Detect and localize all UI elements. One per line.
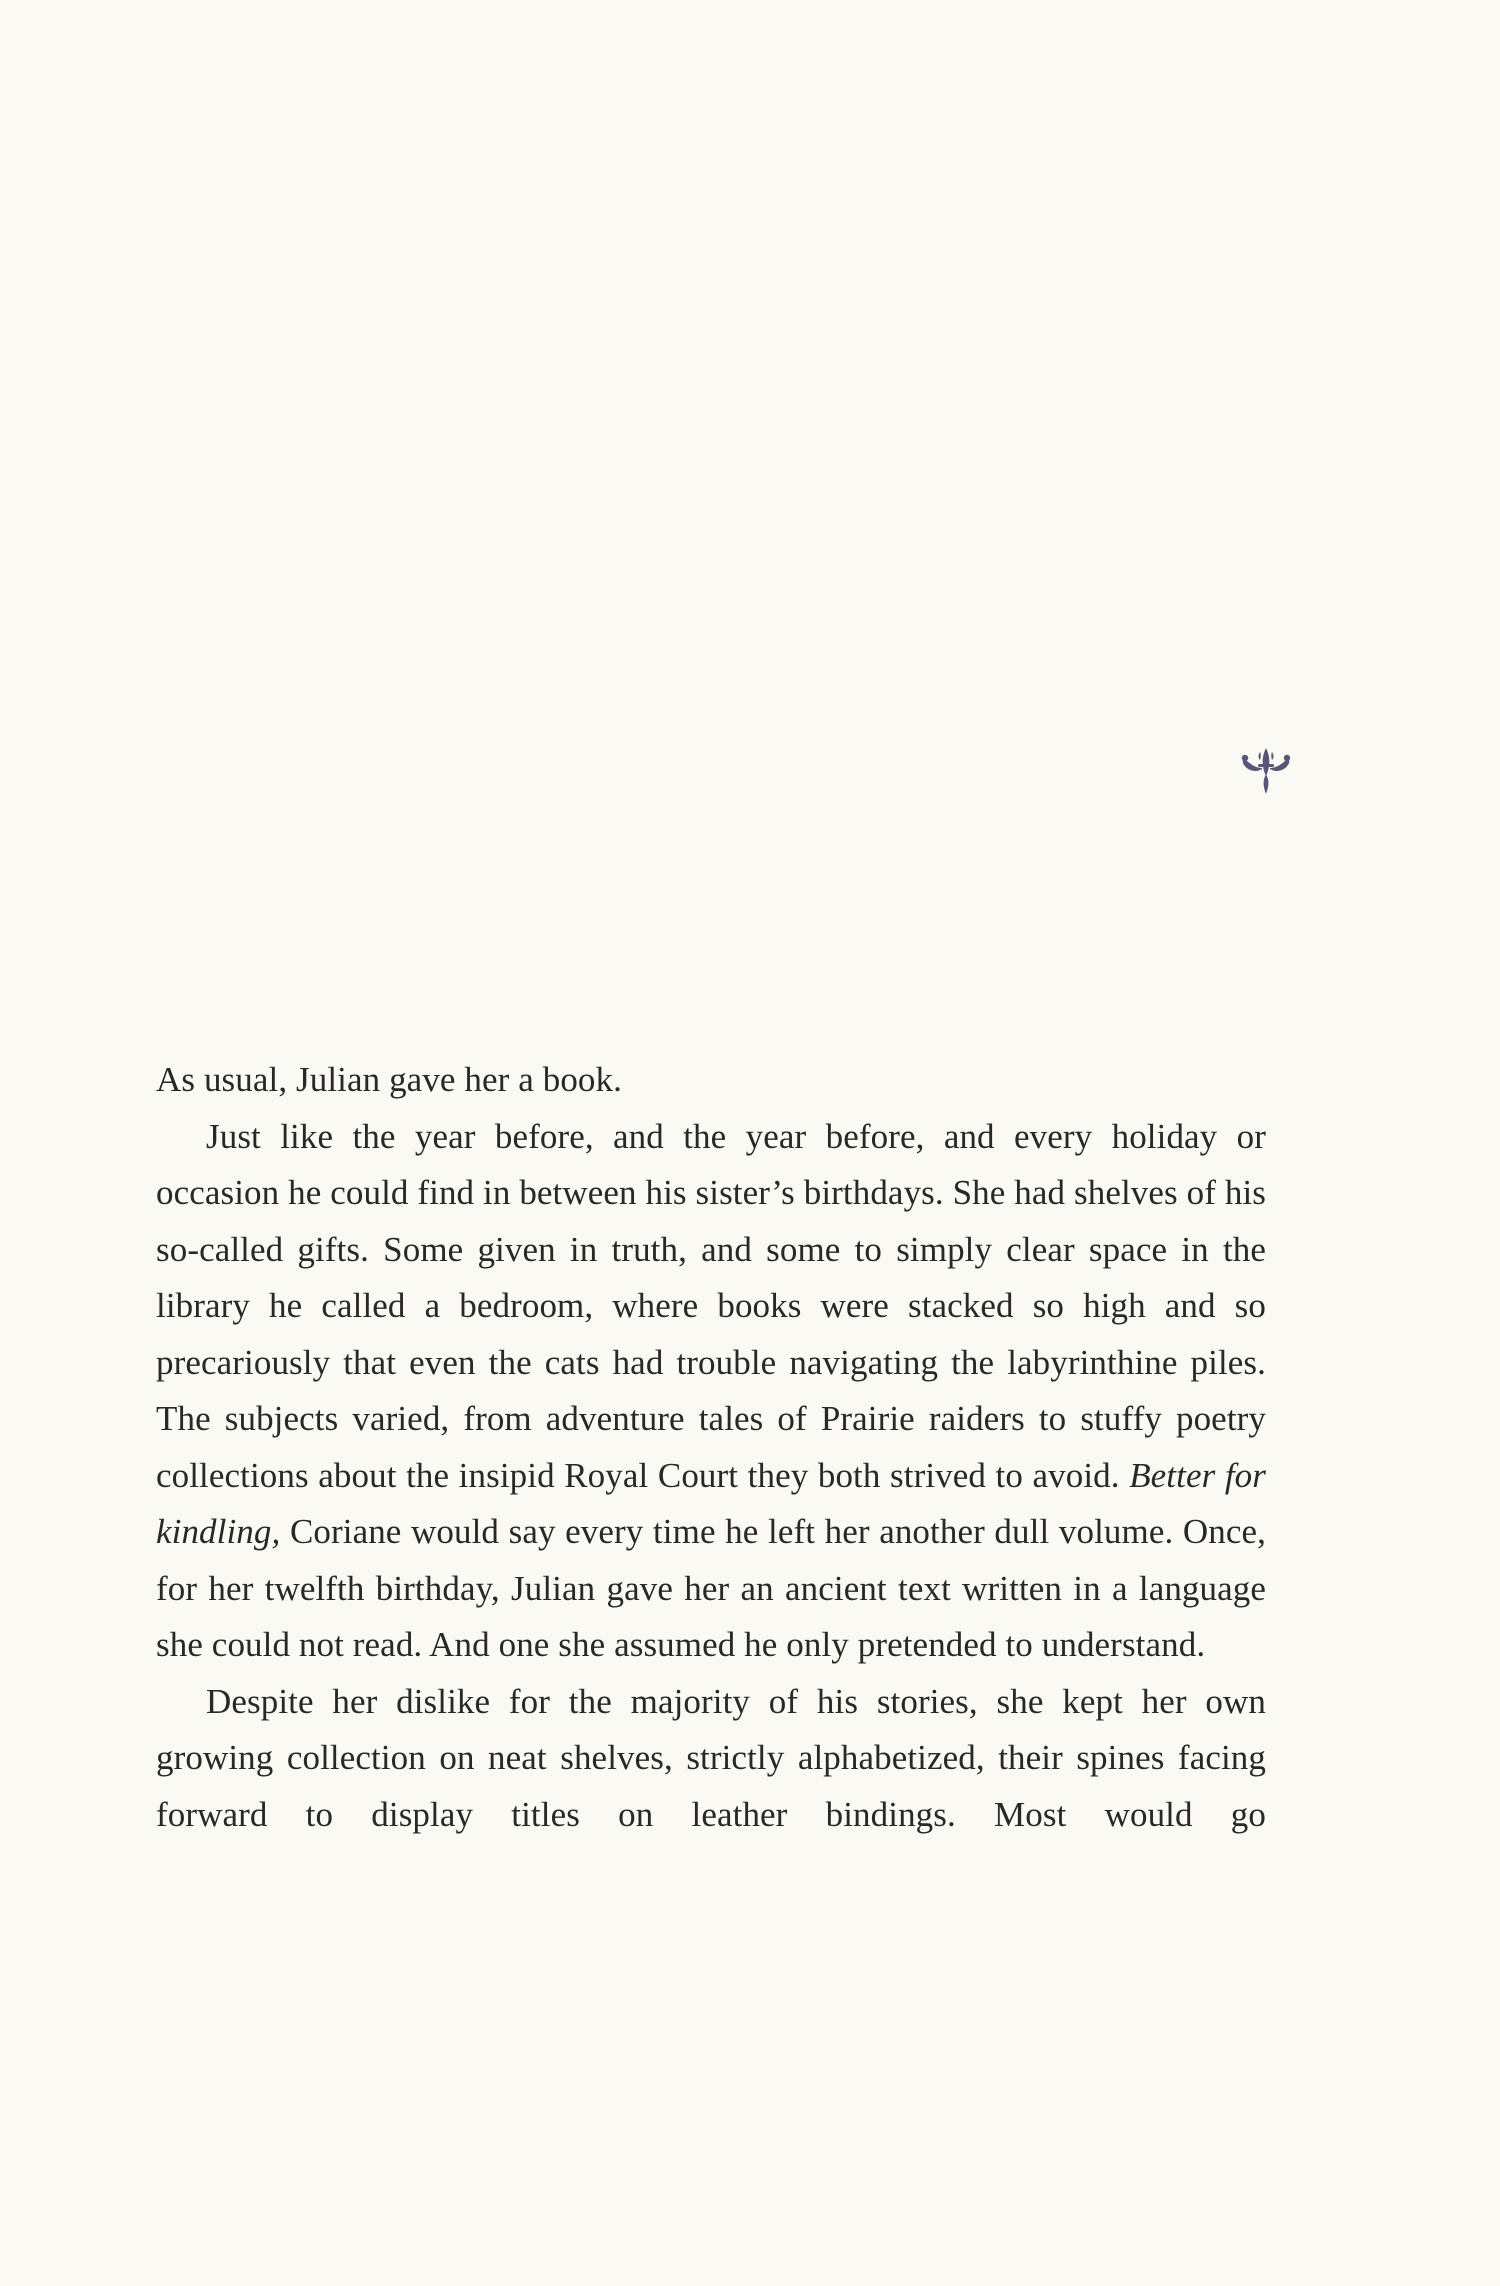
text-run: Just like the year before, and the year before, and every holiday or occasion he could find in between his sister’s birthdays. She had shelves of his so-called gifts. Some given in truth, and some to simply clear space in the library he called a bedroom, where books were stacked so high and so precariously that even the cats had trouble navigating the labyrinthine piles. The subjects varied, from adventure tales of Prairie raiders to stuffy poetry collections about the insipid Royal Court they both strived to avoid. bbox=[156, 1116, 1266, 1495]
paragraph bbox=[156, 1674, 1266, 1844]
body-text bbox=[156, 1052, 1266, 1843]
text-run: Despite her dislike for the majority of his stories, she kept her own growing collection on neat shelves, strictly alphabetized, their spines facing forward to display titles on leather bindings. Most would go bbox=[156, 1681, 1266, 1834]
fleur-de-lis-icon bbox=[1236, 738, 1296, 798]
text-run: Coriane would say every time he left her another dull volume. Once, for her twelfth birthday, Julian gave her an ancient text written in a language she could not read. And one she assumed he only pretended to understand. bbox=[156, 1512, 1266, 1664]
italic-phrase: Better for kindling, bbox=[156, 1455, 1266, 1551]
text-run: As usual, Julian gave her a book. bbox=[156, 1060, 622, 1099]
paragraph bbox=[156, 1109, 1266, 1674]
paragraph bbox=[156, 1052, 1266, 1109]
